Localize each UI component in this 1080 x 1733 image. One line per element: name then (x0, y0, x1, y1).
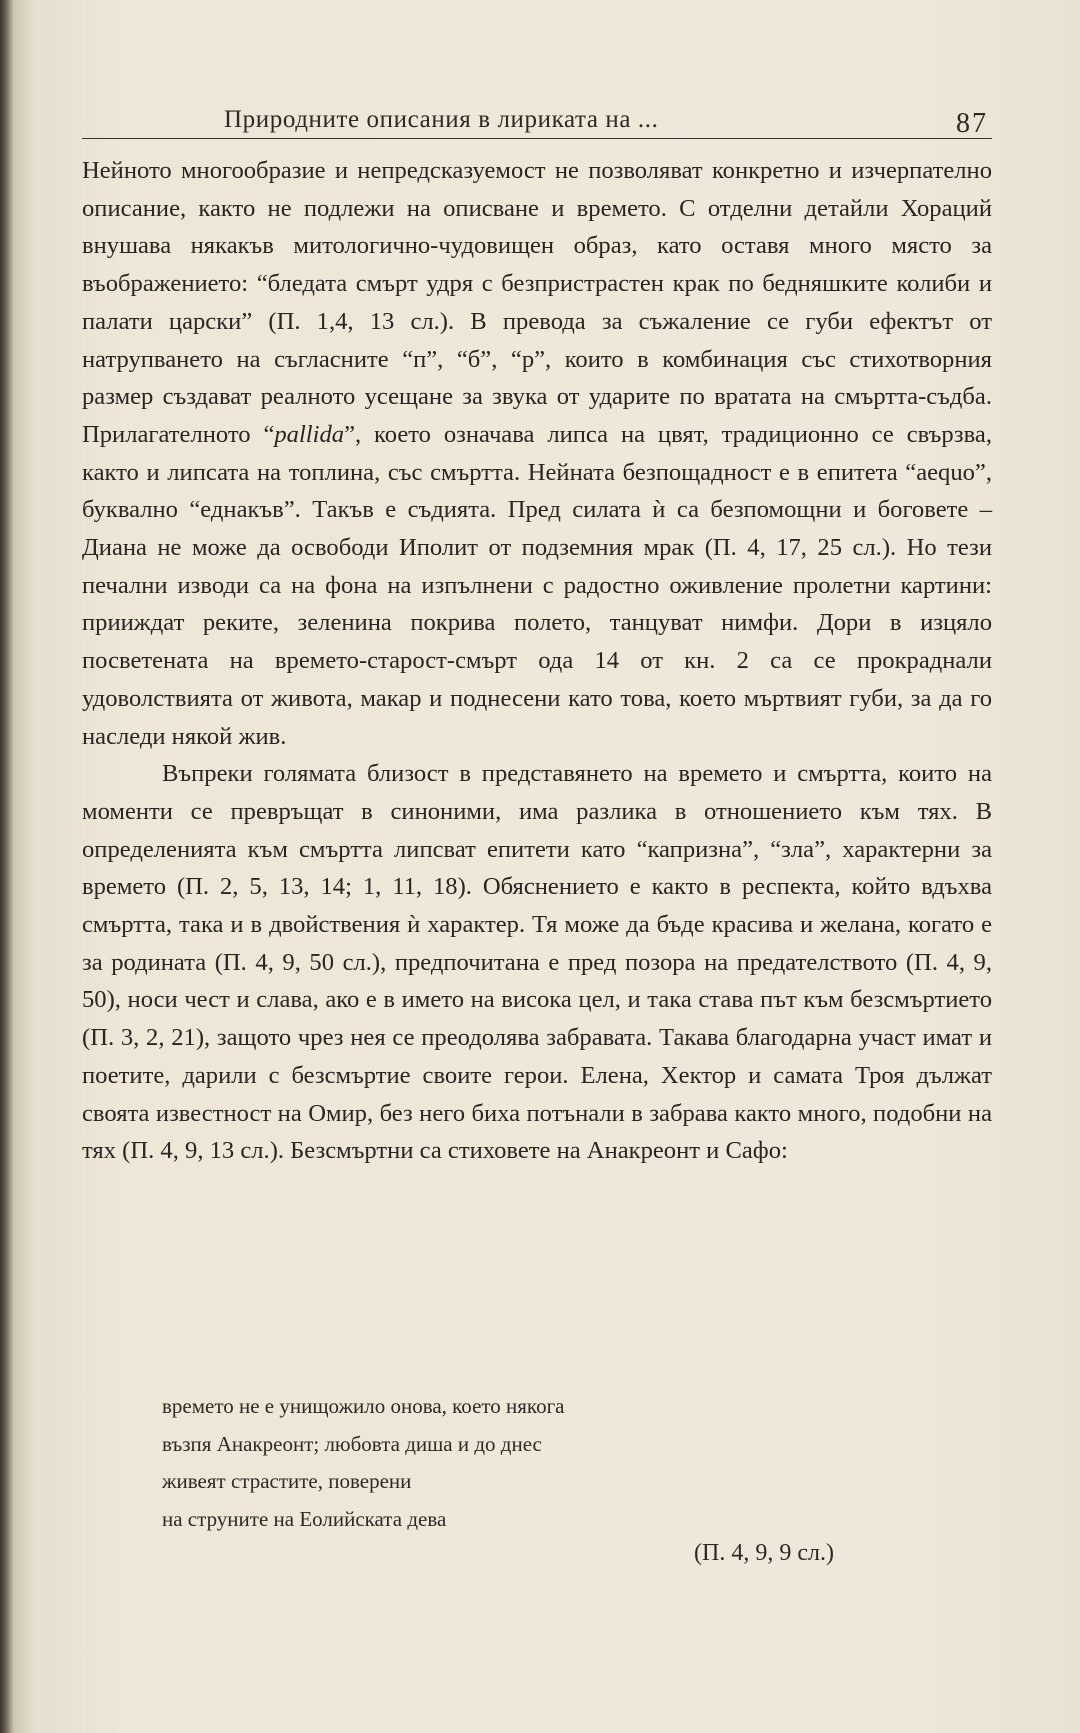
paragraph-2: Въпреки голямата близост в представянето на времето и смъртта, които на моменти се превръщат в синоними, има разлика в отношението към тях. В определенията към смъртта липсват епитети като “капризна”, “зла”, характерни за времето (П. 2, 5, 13, 14; 1, 11, 18). Обяснението е както в респекта, който вдъхва смъртта, така и в двойствения ѝ характер. Тя може да бъде красива и желана, когато е за родината (П. 4, 9, 50 сл.), предпочитана е пред позора на предателството (П. 4, 9, 50), носи чест и слава, ако е в името на висока цел, и така става път към безсмъртието (П. 3, 2, 21), защото чрез нея се преодолява забравата. Такава благодарна участ имат и поетите, дарили с безсмъртие своите герои. Елена, Хектор и самата Троя дължат своята известност на Омир, без него биха потънали в забрава както много, подобни на тях (П. 4, 9, 13 сл.). Безсмъртни са стиховете на Анакреонт и Сафо: (82, 760, 992, 1165)
latin-term: pallida (274, 420, 345, 448)
page-number: 87 (956, 108, 988, 139)
running-title: Природните описания в лириката на ... (224, 106, 659, 133)
paragraph-1-text-a: Нейното многообразие и непредсказуемост не позволяват конкретно и изчерпателно описание, както не подлежи на описване и времето. С отделни детайли Хораций внушава някакъв митологично-чудовищен образ, като оставя много място за въображението: “бледата смърт удря с безпристрастен крак по бедняшките колиби и палати царски” (П. 1,4, 13 сл.). В превода за съжаление се губи ефектът от натрупването на съгласните “п”, “б”, “р”, които в комбинация със стихотворния размер създават реалното усещане за звука от ударите по вратата на смъртта-съдба. Прилагателното “ (82, 157, 992, 448)
verse-line: живеят страстите, поверени (162, 1469, 412, 1493)
paragraph-1 (82, 152, 992, 755)
running-header (82, 104, 992, 139)
verse-quotation (162, 1388, 762, 1538)
verse-line: на струните на Еолийската дева (162, 1506, 447, 1531)
verse-line: възпя Анакреонт; любовта диша и до днес (162, 1431, 542, 1456)
body-text (82, 152, 992, 1170)
verse-citation: (П. 4, 9, 9 сл.) (694, 1540, 834, 1566)
verse-line: времето не е унищожило онова, което някога (162, 1394, 565, 1418)
paragraph-1-text-b: ”, което означава липса на цвят, традиционно се свързва, както и липсата на топлина, със смъртта. Нейната безпощадност е в епитета “aequo”, буквално “еднакъв”. Такъв е съдията. Пред силата ѝ са безпомощни и боговете – Диана не може да освободи Иполит от подземния мрак (П. 4, 17, 25 сл.). Но тези печални изводи са на фона на изпълнени с радостно оживление пролетни картини: прииждат реките, зеленина покрива полето, танцуват нимфи. Дори в изцяло посветената на времето-старост-смърт ода 14 от кн. 2 са се прокраднали удоволствията от живота, макар и поднесени като това, което мъртвият губи, за да го наследи някой жив. (82, 420, 992, 750)
